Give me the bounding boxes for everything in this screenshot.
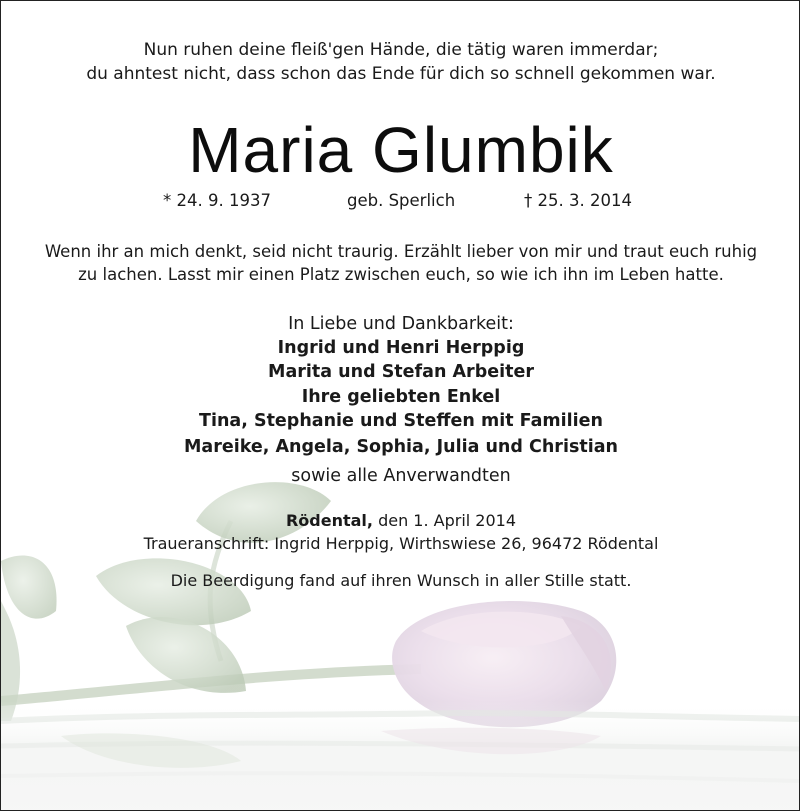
place: Rödental, bbox=[285, 511, 373, 530]
life-dates bbox=[1, 191, 800, 213]
mourner-name: Tina, Stephanie und Steffen mit Familien bbox=[199, 411, 603, 431]
death-date: † 25. 3. 2014 bbox=[524, 191, 632, 210]
funeral-note: Die Beerdigung fand auf ihren Wunsch in aller Stille statt. bbox=[170, 571, 632, 590]
maiden-name: geb. Sperlich bbox=[347, 191, 456, 210]
mourners-closing: sowie alle Anverwandten bbox=[291, 466, 511, 486]
birth-date: * 24. 9. 1937 bbox=[163, 191, 271, 210]
deceased-name: Maria Glumbik bbox=[188, 114, 614, 186]
mourner-name: Mareike, Angela, Sophia, Julia und Christian bbox=[184, 437, 618, 457]
verse-line-2: du ahntest nicht, dass schon das Ende für dich so schnell gekommen war. bbox=[86, 64, 716, 84]
notice-date: den 1. April 2014 bbox=[372, 511, 517, 530]
quote-line-1: Wenn ihr an mich denkt, seid nicht traurig. Erzählt lieber von mir und traut euch ruhig bbox=[44, 242, 758, 261]
verse-line-1: Nun ruhen deine fleiß'gen Hände, die tätig waren immerdar; bbox=[143, 40, 659, 60]
mourner-name: Marita und Stefan Arbeiter bbox=[268, 362, 534, 382]
mourners-intro: In Liebe und Dankbarkeit: bbox=[288, 314, 514, 334]
mourner-name: Ingrid und Henri Herppig bbox=[277, 338, 525, 358]
quote-line-2: zu lachen. Lasst mir einen Platz zwischen euch, so wie ich ihn im Leben hatte. bbox=[78, 265, 724, 284]
mourning-address: Traueranschrift: Ingrid Herppig, Wirthswiese 26, 96472 Rödental bbox=[143, 534, 659, 553]
place-date-line bbox=[1, 511, 800, 530]
mourner-name: Ihre geliebten Enkel bbox=[301, 387, 501, 407]
